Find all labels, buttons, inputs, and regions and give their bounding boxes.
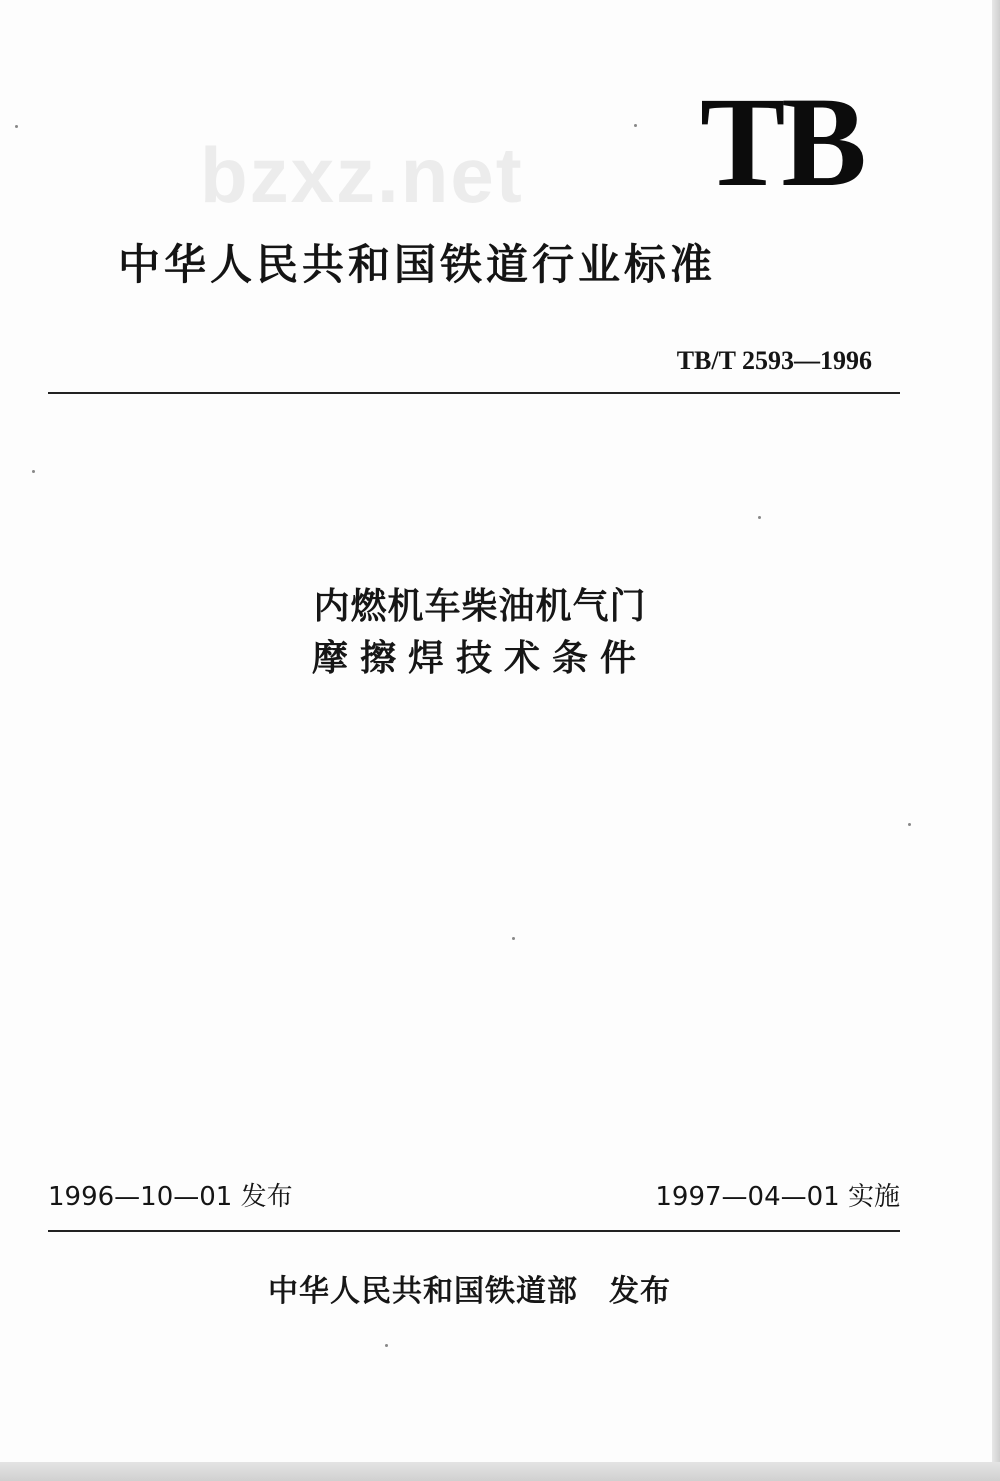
scan-speck: [512, 937, 515, 940]
document-title-line2: 摩擦焊技术条件: [311, 638, 648, 679]
scan-speck: [32, 470, 35, 473]
top-divider: [48, 392, 900, 394]
standard-code: TB/T 2593—1996: [676, 346, 872, 375]
standard-category: 中华人民共和国铁道行业标准: [118, 240, 717, 289]
page-edge-shadow: [992, 0, 1000, 1462]
tb-logo: TB: [700, 71, 863, 213]
watermark: bzxz.net: [200, 131, 524, 219]
document-title-line1: 内燃机车柴油机气门: [313, 586, 647, 627]
scan-speck: [385, 1344, 388, 1347]
viewer-bottom-strip: [0, 1462, 1000, 1481]
bottom-divider: [48, 1230, 900, 1232]
scan-speck: [15, 125, 18, 128]
scan-speck: [634, 124, 637, 127]
scan-speck: [908, 823, 911, 826]
publisher: 中华人民共和国铁道部 发布: [268, 1274, 671, 1309]
issue-date: 1996—10—01 发布: [48, 1182, 293, 1212]
effective-date: 1997—04—01 实施: [655, 1182, 900, 1212]
scan-speck: [758, 516, 761, 519]
